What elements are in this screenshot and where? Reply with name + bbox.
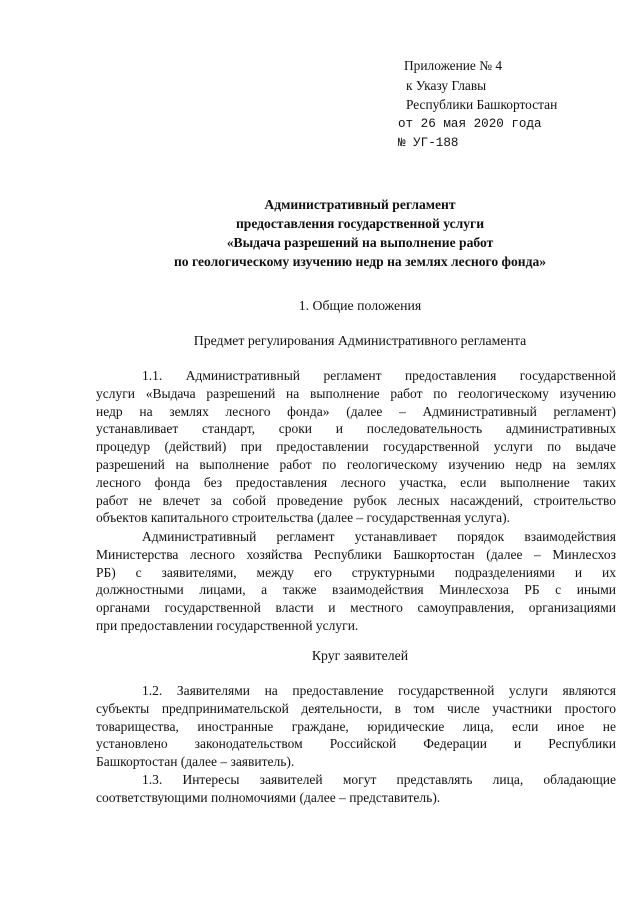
text-line: услуги «Выдача разрешений на выполнение работ по геологическому изучению (96, 385, 616, 401)
document-title (60, 195, 640, 271)
paragraph-1-3 (96, 771, 616, 807)
title-line: по геологическому изучению недр на землях лесного фонда» (173, 254, 547, 269)
subsection-heading: Предмет регулирования Административного регламента (193, 333, 527, 348)
text-line: 1.1. Административный регламент предоставления государственной (142, 368, 616, 383)
section-heading: 1. Общие положения (298, 298, 422, 313)
text-line: объектов капитального строительства (далее – государственная услуга). (96, 510, 511, 526)
text-line: 1.2. Заявителями на предоставление государственной услуги являются (142, 683, 616, 698)
text-line: 1.3. Интересы заявителей могут представлять лица, обладающие (142, 772, 616, 787)
text-line: процедур (действий) при предоставлении государственной услуги по выдаче (96, 439, 616, 455)
text-line: органами государственной власти и местного самоуправления, организациями (96, 600, 616, 616)
text-line: соответствующими полномочиями (далее – представитель). (96, 789, 441, 805)
text-line: при предоставлении государственной услуги. (96, 617, 359, 633)
text-line: установлено законодательством Российской Федерации и Республики (96, 736, 616, 752)
appendix-republic: Республики Башкортостан (406, 97, 558, 113)
appendix-decree-number: № УГ-188 (398, 136, 459, 151)
text-line: должностными лицами, а также взаимодействия Минлесхоза РБ с иными (96, 582, 616, 598)
appendix-decree: к Указу Главы (406, 77, 487, 93)
appendix-number: Приложение № 4 (404, 58, 503, 73)
text-line: устанавливает стандарт, сроки и последовательность административных (96, 421, 616, 437)
text-line: разрешений на выполнение работ по геологическому изучению недр на землях (96, 456, 616, 472)
text-line: Башкортостан (далее – заявитель). (96, 754, 295, 770)
paragraph-1-1 (96, 367, 616, 527)
paragraph-1-2 (96, 682, 616, 771)
paragraph-1-1-continued (96, 528, 616, 635)
text-line: субъекты предпринимательской деятельности, в том числе участники простого (96, 700, 616, 716)
text-line: работ не влечет за собой проведение рубок лесных насаждений, строительство (96, 492, 616, 508)
title-line: Административный регламент (264, 197, 456, 212)
appendix-block (398, 56, 634, 154)
text-line: недр на землях лесного фонда» (далее – Административный регламент) (96, 403, 616, 419)
title-line: предоставления государственной услуги (235, 216, 485, 231)
text-line: Административный регламент устанавливает порядок взаимодействия (142, 529, 616, 544)
text-line: лесного фонда без предоставления лесного участка, если выполнение таких (96, 474, 616, 490)
appendix-date: от 26 мая 2020 года (398, 116, 542, 131)
title-line: «Выдача разрешений на выполнение работ (226, 235, 494, 250)
subsection-heading: Круг заявителей (311, 648, 409, 663)
text-line: РБ) с заявителями, между его структурными подразделениями и их (96, 564, 616, 580)
text-line: товарищества, иностранные граждане, юридические лица, если иное не (96, 718, 616, 734)
text-line: Министерства лесного хозяйства Республики Башкортостан (далее – Минлесхоз (96, 546, 616, 562)
